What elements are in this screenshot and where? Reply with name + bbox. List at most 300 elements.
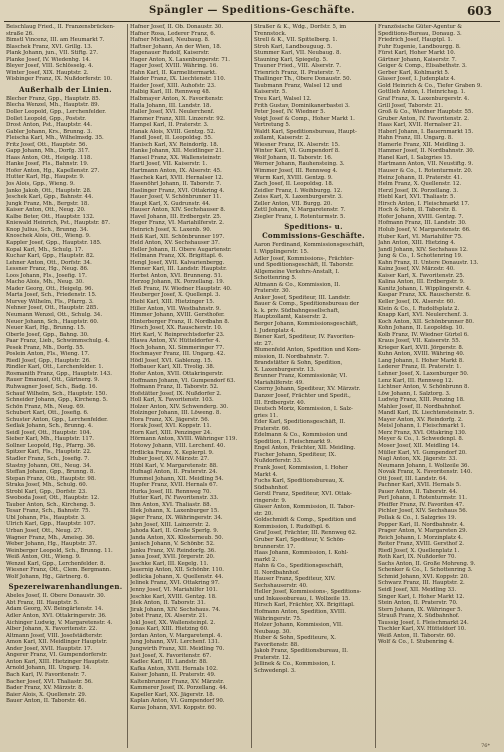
directory-entry: Haller Josef, XVI. Neulerchenf. [130, 109, 215, 116]
directory-entry: Wagner Franz, Mh., Ameisg. 36. [6, 534, 95, 541]
page-title: Spängler — Speditions-Geschäfte. [149, 5, 355, 16]
directory-entry: Fuhr Eugenie, Landbourgg. 8. [378, 43, 461, 50]
directory-entry: Hiebl Karl, XIII. Hietzinger 15. [130, 298, 215, 305]
directory-entry: Frith Gustav, Dominikanerbastei 3. [254, 102, 350, 109]
directory-entry: Kopal Karl, Mh., Schulg. 17. [6, 246, 84, 253]
directory-entry: Ludwig Franz, XIII. Penzing 18. [378, 397, 465, 404]
directory-entry: Murvey Wilhelm, Fls., Pfarrg. 3. [6, 298, 94, 305]
directory-entry: Strauß Franz, X. Südbahnhof. [378, 613, 460, 620]
directory-entry: Kaiser Karl, X. Favoritenstr. 25. [378, 272, 465, 279]
directory-entry: Haas Karl, XVII. Hernalser 21. [378, 122, 462, 129]
directory-entry: Strell & K., VII. Spittelberg. 1. [254, 37, 338, 44]
directory-entry: Hurka Josef, III. Rennweg 70. [130, 488, 212, 495]
column-4 [376, 24, 500, 748]
directory-entry: Neumann Johann, I. Wollzeile 36. [378, 462, 470, 469]
directory-entry: Wimmer Josef, III. Rennweg 4. [254, 168, 338, 175]
directory-entry: Hagenauer Rudolf, Kaiserstr. [130, 50, 210, 57]
directory-entry: Fischer Johann, Spediteur, IX. [254, 451, 337, 458]
directory-entry: Hrdlicka Franz, X. Keplerpl. 9. [130, 449, 214, 456]
directory-entry: Blecher Franz, Gpp., Hauptstr. 85. [6, 95, 101, 102]
directory-entry: Stummer Karl, VII. Neubaug. 8. [254, 50, 342, 57]
directory-entry: Wurm Karl, XVIII. Gentzg. 9. [254, 174, 333, 181]
directory-entry: Bleyer Josef, VIII. Schlösselg. 4. [6, 63, 94, 70]
directory-entry: Jaschke Karl, III. Kegelg. 11. [130, 560, 209, 567]
directory-entry: Jordan Anton, V. Margaretenpl. 4. [130, 632, 223, 639]
directory-entry: Heß Franz, IV. Wiedner Hauptstr. 40. [130, 285, 232, 292]
directory-entry: Hoch Johann, XI. Simmeringer 77. [130, 344, 225, 351]
directory-entry: Wisbinger Franz, IX. Nußdorferstr. 10. [6, 76, 112, 83]
directory-entry: Hahn Franz, III. Ungarg. 8. [378, 135, 453, 142]
directory-entry: Henner Karl, III. Landstr. Hauptstr. [130, 266, 227, 273]
directory-entry: Hofmann Franz, III. Landstr. 30. [378, 220, 467, 227]
directory-entry: Jungwirth Franz, XII. Meidling 70. [130, 645, 225, 652]
directory-entry: Fuchs Karl, Speditionsbureau, X. [254, 478, 345, 485]
directory-entry: Haider Josef, XIII. Auhofstr. 23. [130, 82, 216, 89]
directory-entry: und Speditionsgeschäft, II. Taborstr. [254, 262, 354, 269]
directory-entry: Pollak & Co., I. Salzgries 19. [378, 515, 457, 522]
directory-entry: zollamt, Kaiserstr. 2. [254, 135, 311, 142]
directory-entry: Wiesner Franz, IX. Alserstr. 15. [254, 141, 340, 148]
directory-entry: Hutter Karl, Hg., Haupstr. 9. [6, 174, 85, 181]
directory-entry: Roth Karl, IX. Nußdorfer 70. [378, 554, 457, 561]
directory-entry: Dollet Leopold, Gpp., Poststr. [6, 115, 86, 122]
directory-entry: Oberle Josef, Gpp., Bahng. 30. [6, 331, 89, 338]
column-3 [252, 24, 376, 748]
directory-entry: Taussig Josef, I. Fleischmarkt 24. [378, 619, 469, 626]
directory-entry: Hirsch Anton, I. Fleischmarkt 17. [378, 200, 470, 207]
directory-entry: Stern Johann, IX. Währinger 5. [378, 606, 463, 613]
directory-entry: Hübl Karl, V. Margaretenstr. 88. [130, 462, 218, 469]
directory-entry: Kuhn Anton, XVIII. Währing 40. [378, 351, 465, 358]
directory-entry: Angerer Franz, VI. Gumpendorferstr. [6, 652, 108, 659]
directory-entry: Graf Josef, Frächter, III. Rennweg 62. [254, 530, 357, 537]
directory-entry: Jakob Franz, Speditionsbureau, II. [254, 648, 348, 655]
directory-entry: Speditions-Bureau, Donaug. 3. [378, 30, 462, 37]
directory-entry: Hora Franz, XX. Jägerstr. 56. [130, 416, 210, 423]
directory-entry: Schwedenpl. 3. [254, 667, 296, 674]
directory-entry: Jeschek Karl, Gpp., Bahnstr. 44. [6, 194, 94, 201]
directory-entry: Jeschke Karl, XVIII. Gentzg. 18. [130, 593, 217, 600]
directory-entry: Abt Franz, III. Hauptstr. 5. [6, 599, 79, 606]
directory-entry: Holl Karl, X. Favoritenstr. 103. [130, 397, 214, 404]
directory-entry: Fritz Josef, Ott., Hauptstr. 56. [6, 141, 88, 148]
directory-entry: str. 27. [254, 340, 273, 347]
directory-entry: Helm Franz, X. Quellenstr. 12. [378, 181, 462, 188]
directory-entry: Kammerer Josef, IX. Porzellang. 44. [130, 685, 228, 692]
directory-entry: Hofbauer Karl, XII. Tivolig. 38. [130, 364, 215, 371]
directory-entry: Edelmann & Co., Kommission und [254, 432, 348, 439]
directory-entry: Kaiserstr. 5. [254, 89, 287, 96]
directory-entry: Jäger Franz, IX. Währingerstr. 34. [130, 515, 223, 522]
directory-entry: Neubaug. 30. [254, 628, 291, 635]
directory-entry: Pfeiffer Franz, IV. Favoriten 47. [378, 501, 464, 508]
directory-entry: Heiß Karl, XII. Schönbrunner 197. [130, 233, 225, 240]
directory-entry: Ander Josef, XVII. Hauptstr. 17. [6, 645, 93, 652]
section-heading: Spezereiwarenhandlungen. [8, 582, 123, 592]
directory-entry: Heller Josef, Kommissions-, Speditions- [254, 589, 362, 596]
directory-entry: Marta Josef, Sch., Friedenstr. 15. [6, 292, 97, 299]
directory-entry: Kalina Anton, III. Erdbergstr. 9. [378, 279, 465, 286]
directory-entry: Kohn Johann, II. Leopoldsg. 10. [378, 325, 465, 332]
directory-entry: Strobl Karl, Gpp., Dorfstr. 23. [6, 488, 87, 495]
directory-entry: Bacher Josef, XVI. Thaliastr. 56. [6, 678, 93, 685]
directory-entry: Schuster Anton, Gpp., Lerchenfelder. [6, 416, 108, 423]
directory-entry: Mayer Anton, XV. Reindorfg. 2. [378, 416, 463, 423]
directory-entry: Hupfer Franz, XVII. Hernals 67. [130, 482, 218, 489]
directory-entry: Praterstr. 30. [254, 288, 291, 295]
directory-entry: Mahler Josef, II. Nordbahnhof. [378, 403, 462, 410]
directory-entry: Treu Karl, Walsel 12. [254, 96, 312, 103]
directory-entry: Knapp Karl, XVI. Neulerchenf. 3. [378, 312, 468, 319]
directory-entry: Kuchar Karl, Gpp., Hauptstr. 82. [6, 253, 95, 260]
directory-entry: Wolf Johann, II. Taborstr. 16. [254, 154, 333, 161]
directory-entry: Ihm Anton, XVI. Thaliastr. 88. [130, 501, 212, 508]
directory-entry: str. 20. [254, 510, 273, 517]
directory-entry: Voigt Josef & Comp., Hoher Markt 1. [254, 115, 355, 122]
directory-entry: Hanke Josef, Fls., Bahnstr. 19. [6, 161, 89, 168]
directory-entry: Keller Josef, IX. Alserstr. 60. [378, 298, 456, 305]
directory-entry: Anker Josef, Spediteur, III. Landstr. [254, 294, 351, 301]
directory-entry: Kommission, I. Rudolfspl. 6. [254, 523, 331, 530]
directory-entry: Bach Karl, IV. Favoritenstr. 7. [6, 671, 87, 678]
directory-entry: Hauer Josef, V. Schönbrunner 11. [130, 194, 222, 201]
directory-entry: Zach Josef, II. Leopoldsg. 18. [254, 181, 334, 188]
directory-entry: Horak Josef, XVI. Koppstr. 11. [130, 423, 212, 430]
directory-entry: Bimstl Vincenz, III. am Heumarkt 7. [6, 37, 105, 44]
directory-entry: Ulrich Karl, Gpp., Hauptstr. 107. [6, 521, 96, 528]
directory-entry: Hengl Josef, XVII. Kalvarienbergg. [130, 259, 225, 266]
directory-entry: Hammer Franz, XIII. Linzerstr. 92. [130, 115, 225, 122]
directory-entry: Tesar Franz, Sch., Bahnstr. 75. [6, 508, 91, 515]
directory-entry: Müller Karl, VI. Gumpendorf 20. [378, 449, 467, 456]
directory-entry: Kniewald Heinrich, Pst., Hauptstr. 87. [6, 220, 110, 227]
directory-entry: Schwarz Franz, III. Hauptstr. 2. [378, 580, 465, 587]
directory-entry: Weber Johann, Hg., Hauptstr. 37. [6, 541, 97, 548]
directory-entry: Jahn Josef, XIII. Lainzerstr. 2. [130, 521, 211, 528]
directory-entry: Löw Johann, I. Salztorg. 3. [378, 390, 451, 397]
directory-entry: Ubl Johann, Fls., Hauptstr. 3. [6, 514, 86, 521]
directory-entry: Jandl Johann, XIV. Sechshaus 12. [378, 246, 468, 253]
directory-entry: Heinz Johann, II. Praterstr. 41. [378, 174, 463, 181]
directory-entry: Jonas Karl, XIII. Hietzing 60. [130, 626, 209, 633]
directory-entry: Seidl Josef, Ott., Hauptstr. 104. [6, 429, 92, 436]
directory-entry: Pauer Anton, II. Taborstr. 44. [378, 488, 458, 495]
directory-entry: Berger Johann, Kommissionsgeschäft, [254, 320, 358, 327]
directory-entry: Holzer Johann, Kommission, VII. [254, 622, 343, 629]
directory-entry: Havel Johann, III. Erdbergstr. 25. [130, 213, 222, 220]
directory-entry: Mariahilferstr. 49. [254, 379, 304, 386]
directory-entry: Haslinger Franz, XVI. Ottakring 4. [130, 187, 225, 194]
directory-entry: Hartl Josef, VII. Kaiserstr. 1. [130, 161, 208, 168]
directory-entry: Deutsch Moriz, Kommission, I. Salz- [254, 406, 353, 413]
directory-entry: I. Wipplingerstr. 15. [254, 248, 309, 255]
directory-entry: Stepan Franz, Ott., Hauptstr. 98. [6, 475, 96, 482]
directory-entry: Koch Anton, XII. Schönbrunner 80. [378, 318, 474, 325]
directory-entry: Gärtner Johann, Kaiserstr. 7. [378, 56, 457, 63]
directory-entry: Hinterberger Franz, II. Nordbahn 8. [130, 318, 230, 325]
directory-entry: Hofer Anton, Hg., Kapellenstr. 27. [6, 167, 100, 174]
directory-entry: Haberl Johann, I. Bauernmarkt 15. [378, 128, 474, 135]
directory-entry: Biener Karl, Spediteur, IV. Favoriten- [254, 334, 355, 341]
directory-entry: Alber Johann, X. Favoritenstr. 22. [6, 626, 98, 633]
directory-entry: Neumann Wenzel, Ott., Schulg. 34. [6, 311, 103, 318]
directory-entry: Hiller Anton, VII. Westbahnstr. 9. [130, 305, 221, 312]
directory-entry: Hotowy Johann, VIII. Lerchenf. 40. [130, 443, 226, 449]
directory-entry: Beischlaug Fried., II. Franzensbrücken- [6, 24, 115, 30]
directory-entry: Thallinger Th., Obere Donaustr. 50. [254, 76, 352, 83]
directory-entry: Adler Josef, Kommissions-, Frächter- [254, 255, 354, 262]
directory-entry: Kanitz Johann, I. Wipplingerstr. 4. [378, 285, 471, 292]
directory-entry: Hanke Johann, XII. Meidlinger 21. [130, 148, 224, 155]
directory-entry: Hauser Franz, Spediteur, XIV. [254, 576, 336, 583]
directory-entry: Brandstätter & Sohn, Spedition, [254, 360, 343, 367]
directory-entry: Halbig Karl, III. Rennweg 48. [130, 89, 211, 96]
directory-entry: Kolb Franz, IV. Wiedner Gürtel 6. [378, 331, 469, 338]
directory-entry: Gold Heinrich & Co., Tiefer Graben 9. [378, 82, 483, 89]
directory-entry: Huber Josef, XV. Märzstr. 27. [130, 456, 209, 463]
directory-entry: Jirak Johann, XIV. Sechshaus. 74. [130, 606, 221, 613]
directory-entry: Heuberger Josef, X. Quellenpl. 3. [130, 292, 221, 299]
directory-entry: Novak Franz, X. Favoritenstr. 140. [378, 469, 473, 476]
directory-entry: Stastny Johann, Ott., Neug. 34. [6, 462, 92, 469]
directory-entry: Gerstl Franz, Spediteur, XVI. Ottak- [254, 491, 352, 498]
directory-entry: Haupt Karl, X. Gudrunstr. 44. [130, 200, 211, 207]
directory-entry: Eder Karl, Speditionsgeschäft, II. [254, 419, 346, 426]
directory-entry: Pesek Franz, Mh., Dorfg. 55. [6, 344, 85, 351]
directory-entry: Taubmann Franz, Walsel 12 und [254, 82, 342, 89]
directory-entry: Hirsch Karl, Frächter, XX. Brigittapl. [254, 602, 355, 609]
directory-entry: Halbmayer Anton, X. Favoritenstr. [130, 96, 224, 103]
page-header [0, 4, 504, 20]
directory-entry: Kapeller Karl, XX. Jägerstr. 18. [130, 691, 215, 698]
directory-entry: Kaltenbrunner Franz, XV. Märzstr. [130, 678, 224, 685]
directory-entry: Hahn & Co., Speditionsgeschäft, [254, 563, 344, 570]
column-2 [128, 24, 252, 748]
directory-entry: Wiesner Franz, Ott., Clem. Bergmann. [6, 567, 111, 574]
directory-entry: Paar Franz, Lieb., Schwimmschulg. 4. [6, 338, 110, 345]
directory-entry: Pachner Karl, XVII. Hernals 5. [378, 482, 461, 489]
directory-entry: Fürst Karl, Hoher Markt 10. [378, 50, 456, 57]
directory-entry: Frank Josef, Kommission, I. Hoher [254, 465, 348, 471]
directory-entry: Jenny Josef, VI. Mariahilfer 101. [130, 587, 218, 594]
directory-entry: Stadler Franz, Sch., Josefig. 7. [6, 456, 90, 462]
directory-entry: Steffan Johann, Gpp., Brunng. 8. [6, 469, 96, 476]
directory-entry: Jedlicka Johann, X. Quellenstr. 44. [130, 573, 224, 580]
directory-entry: Meyer & Co., I. Schwedenpl. 8. [378, 436, 464, 443]
directory-entry: Blumenfeld Anton, Spedition und Kom- [254, 347, 361, 354]
directory-entry: Vertretung 5. [254, 122, 291, 129]
directory-entry: Hager Anton, X. Laxenburgerstr. 71. [130, 56, 230, 63]
directory-entry: Singer Karl, I. Hoher Markt 12. [378, 593, 465, 600]
directory-entry: Jellinek & Co., Kommission, I. [254, 661, 336, 668]
directory-entry: Schubert Karl, Ott., Josefig. 6. [6, 410, 89, 417]
section-heading: Außerhalb der Linien. [19, 84, 112, 94]
directory-entry: ringerstr. 9. [254, 497, 287, 504]
directory-entry: Urban Josef, Ott., Neug. 27. [6, 528, 83, 535]
directory-entry: Ziegler Franz, I. Rotenturmstr. 5. [254, 213, 346, 220]
directory-entry: Poslein Anton, Fls., Wieng. 17. [6, 351, 90, 358]
directory-entry: Janko Jakob, Ott., Hauptstr. 28. [6, 187, 92, 194]
directory-entry: Drost Anton, Pst., Hauptstr. 44. [6, 122, 92, 129]
directory-entry: Hofmann Anton, Spedition, XVIII. [254, 609, 346, 616]
directory-entry: Altmann & Co., Kommission, II. [254, 281, 341, 288]
directory-entry: Gapp Johann, Mh., Dorfg. 317. [6, 148, 90, 155]
directory-entry: Herbst Anton, XVI. Brunneng. 51. [130, 272, 223, 279]
directory-entry: Stroh Karl, Landbouguug. 5. [254, 43, 333, 50]
directory-entry: Kahn Franz, II. Untere Donaustr. 13. [378, 259, 479, 266]
directory-entry: Lessner Franz, Hg., Neug. 86. [6, 266, 89, 273]
directory-entry: Hartmann Anton, VII. Neustiftg. 9. [378, 161, 474, 168]
directory-entry: Hafner Rosa, Lederer Franz, 6. [130, 30, 216, 37]
directory-entry: Hofstätter Josef, IX. Nußdorfer 2. [130, 390, 222, 397]
directory-entry: Sachs Anton, II. Große Mohreng. 9. [378, 560, 476, 567]
directory-entry: Kadlec Karl, III. Landstr. 88. [130, 659, 208, 666]
directory-entry: Jahn Anton, XIII. Hietzing 4. [378, 240, 456, 247]
directory-entry: Gottlieb Anton, I. Heinrichsg. 1. [378, 89, 466, 96]
directory-entry: Hager Josef, XVIII. Währing. 16. [130, 63, 218, 70]
directory-entry: Kaiser Anton, Ott., Neug. 20. [6, 207, 86, 214]
directory-entry: Lichtner Anton, V. Schönbrunn 8. [378, 384, 470, 391]
directory-entry: gries 11. [254, 412, 278, 419]
directory-entry: Hofer Anton, XVII. Ottakringerstr. [130, 370, 224, 377]
directory-entry: Weiß Anton, II. Taborstr. 60. [378, 632, 456, 639]
directory-entry: Hammer Josef, II. Nordbahnstr. 30. [378, 148, 475, 155]
directory-entry: Sieber Karl, Mh., Hauptstr. 117. [6, 436, 94, 443]
directory-entry: Holub Josef, V. Margaretenstr. 66. [378, 226, 471, 233]
directory-entry: Lehner Anton, Ott., Dorfstr. 34. [6, 259, 92, 266]
directory-entry: Rosmanith Franz, Gpp., Hauptstr. 143. [6, 370, 112, 377]
directory-entry: Kappler Josef, Gpp., Hauptstr. 185. [6, 239, 102, 246]
directory-entry: Popper Karl, II. Nordbahnstr. 4. [378, 521, 465, 528]
directory-entry: Nagl Anton, XX. Jägerstr. 33. [378, 456, 458, 463]
directory-entry: Hofmann Franz, II. Taborstr. 52. [130, 384, 219, 391]
directory-entry: Holzinger Johann, III. Löweng. 8. [130, 410, 222, 417]
directory-entry: Hochmayer Franz, III. Ungarg. 42. [130, 351, 226, 358]
directory-entry: Weiß Anton, Ott., Wieng. 9. [6, 554, 81, 561]
directory-entry: Friedrich Josef, Hauptpl. 1. [378, 37, 453, 44]
directory-entry: Ruhwagner Josef, Sch., Badg. 16. [6, 383, 98, 390]
directory-entry: Hahn Karl, II. Karmelitermarkt. [130, 69, 217, 76]
directory-entry: Tischler Karl, XV. Hütteldorf 10. [378, 626, 466, 633]
directory-entry: Schön Franz, Mh., Neug. 69. [6, 403, 85, 410]
directory-entry: Haider Franz, IX. Liechtenstr. 110. [130, 76, 226, 83]
directory-entry: Swoboda Josef, Ott., Hauptstr. 12. [6, 495, 100, 502]
directory-entry: Jos Alois, Gpp., Wieng. 9. [6, 181, 75, 188]
directory-entry: Janku Franz, XV. Reindorfg. 36. [130, 547, 216, 554]
directory-entry: Kraus Josef, VII. Kaiserstr. 55. [378, 338, 461, 345]
directory-entry: Jung & Co., I. Schottenring 19. [378, 253, 463, 260]
directory-entry: Haas Johann, Kommission, I. Kohl- [254, 550, 349, 557]
directory-entry: Hanak Alois, XVIII. Gentzg. 52. [130, 128, 216, 135]
directory-entry: X. Laxenburgerstr. 13. [254, 366, 316, 373]
directory-entry: Gruber Karl, Spediteur, V. Schön- [254, 537, 346, 544]
directory-entry: Trienrich Franz, II. Praterstr. 7. [254, 69, 341, 76]
directory-entry: Engel Anton, Frächter, XII. Meidling. [254, 445, 356, 452]
directory-entry: Hauptzollamt, Kaiserstr. 2. [254, 314, 328, 321]
directory-entry: Janisch Johann, V. Schönbr. 52. [130, 541, 215, 548]
directory-entry: Stauning Karl, Spiegelg. 5. [254, 56, 328, 63]
directory-entry: Heinrich Josef, X. Laxenb. 90. [130, 226, 212, 233]
directory-entry: Blecha Wenzel, Mh., Hauptstr. 89. [6, 102, 100, 109]
directory-entry: Seidl Josef, XII. Meidling 33. [378, 587, 457, 594]
directory-entry: Plank Johann, jun., VII. Stiftg. 27. [6, 50, 99, 57]
directory-entry: Hellmann Franz, XX. Brigittapl. 6. [130, 253, 224, 260]
directory-entry: Blaschek Franz, XVI. Grillg. 13. [6, 43, 93, 50]
directory-entry: Jelinek Franz, XVI. Ottakring 97. [130, 580, 220, 587]
directory-entry: Peter Josef, IV. Wiedner 5. [254, 109, 326, 116]
directory-entry: Waldt Karl, Speditionsbureau, Haupt- [254, 128, 357, 135]
directory-entry: Janda Anton, XX. Klosterneub. 50. [130, 534, 224, 541]
directory-entry: Französische Güter-Agentur & [378, 24, 463, 30]
directory-entry: Neuer Johann, Sch., Hauptstr. 60. [6, 318, 99, 325]
directory-entry: Krieger Karl, XVII. Jörgerstr. 8. [378, 344, 464, 351]
directory-entry: Macho Alois, Mh., Neug. 30. [6, 279, 84, 286]
directory-entry: Südbahnhof. [254, 484, 289, 491]
directory-entry: Held Anton, XV. Sechshauser 37. [130, 240, 220, 247]
directory-entry: Knop Julius, Sch., Brunng. 34. [6, 226, 89, 233]
directory-entry: Tauber Anton, Sch., Kircheng. 5. [6, 501, 96, 508]
directory-entry: Prager Anton, V. Margareten 29. [378, 528, 468, 535]
directory-entry: Perl Johann, I. Rotenturmstr. 11. [378, 495, 467, 502]
directory-entry: Grill Josef, Taborstr. 21. [378, 102, 443, 109]
directory-entry: k. k. priv. Südbahngesellschaft, [254, 307, 340, 314]
section-heading: Speditions- u. Commissions-Geschäfte. [262, 222, 365, 241]
directory-entry: Groß & Co., Wiedner Hauptstr. 55. [378, 109, 474, 116]
directory-entry: Sollner Leopold, Hg., Pfarrg. 36. [6, 442, 96, 449]
directory-entry: Meisl Johann, I. Fleischmarkt 1. [378, 423, 466, 430]
directory-entry: Aaron Ferdinand, Kommissionsgeschäft, [254, 242, 365, 249]
directory-entry: II. Nordbahnhof. [254, 569, 300, 576]
directory-entry: Illek Johann, X. Laxenburger 15. [130, 508, 219, 515]
directory-entry: Winter Josef, XIX. Hauptstr. 2. [6, 69, 89, 76]
directory-entry: III. Erdbergstr. 40. [254, 399, 306, 406]
columns-container [4, 24, 500, 748]
directory-entry: Haschek Karl, XVII. Hernalser 12. [130, 174, 224, 181]
directory-entry: Altmann Josef, VIII. Josefstädterstr. [6, 632, 103, 639]
directory-entry: Hofer Johann, XVIII. Gentzg. 7. [378, 213, 464, 220]
directory-entry: Hutter Karl, IV. Favoritenstr. 33. [130, 495, 219, 502]
directory-entry: Handl Josef, II. Leopoldsg. 55. [130, 135, 213, 142]
directory-entry: Riedl Josef, Gpp., Hauptstr. 26. [6, 357, 91, 364]
directory-entry: Goldschmidt & Comp., Spedition und [254, 517, 356, 524]
directory-entry: Adler Anton, XVI. Ottakringerstr. 36. [6, 613, 107, 620]
directory-entry: Rauer Emanuel, Ott., Gärtnerg. 9. [6, 377, 100, 384]
directory-entry: Mandl Karl, IX. Liechtensteinstr. 5. [378, 410, 475, 417]
directory-entry: Knoschek Alois, Ott., Wieng. 9. [6, 233, 91, 240]
directory-entry: Bauer Anton, II. Taborstr. 46. [6, 698, 87, 705]
directory-entry: Reiter Franz, XVIII. Gersthof 2. [378, 541, 465, 548]
directory-entry: Stein Anton, II. Praterstr. 70. [378, 600, 458, 607]
directory-entry: Halla Johann, III. Landstr. 18. [130, 102, 212, 109]
directory-entry: Schneider Johann, Gpp., Kircheng. 5. [6, 397, 108, 404]
directory-entry: Bader Franz, XV. Märzstr. 8. [6, 685, 84, 692]
directory-entry: Jilek Anton, II. Taborstr. 31. [130, 600, 206, 607]
directory-entry: Amon Karl, XII. Meidlinger Hauptstr. [6, 639, 108, 646]
directory-entry: Glaser Josef, I. Judenplatz 4. [378, 76, 456, 83]
directory-entry: Hartmann Anton, IX. Alserstr. 45. [130, 168, 222, 175]
directory-entry: Adam Georg, XV. Beingärtenstr. 14. [6, 606, 104, 613]
directory-entry: Haftner Johann, An der Wien, 18. [130, 43, 222, 50]
directory-entry: Hanel Karl, I. Salzgries 15. [378, 154, 453, 161]
directory-entry: Wolf Johann, Hg., Gärtnerg. 6. [6, 573, 90, 580]
directory-entry: Gabler Johann, Krs., Brunng. 3. [6, 128, 93, 135]
directory-entry: Gerber Karl, Kohlmarkt 5. [378, 69, 450, 76]
directory-entry: brunnerstr. 17. [254, 543, 296, 550]
directory-entry: Hirsch Josef, XX. Rauscherstr. 10. [130, 325, 223, 332]
directory-entry: mission, II. Nordbahnstr. 7. [254, 353, 330, 360]
directory-entry: Brunner Franz, Kommissionär, VI. [254, 373, 348, 380]
directory-entry: Just Josef, X. Favoritenstr. 67. [130, 652, 212, 659]
